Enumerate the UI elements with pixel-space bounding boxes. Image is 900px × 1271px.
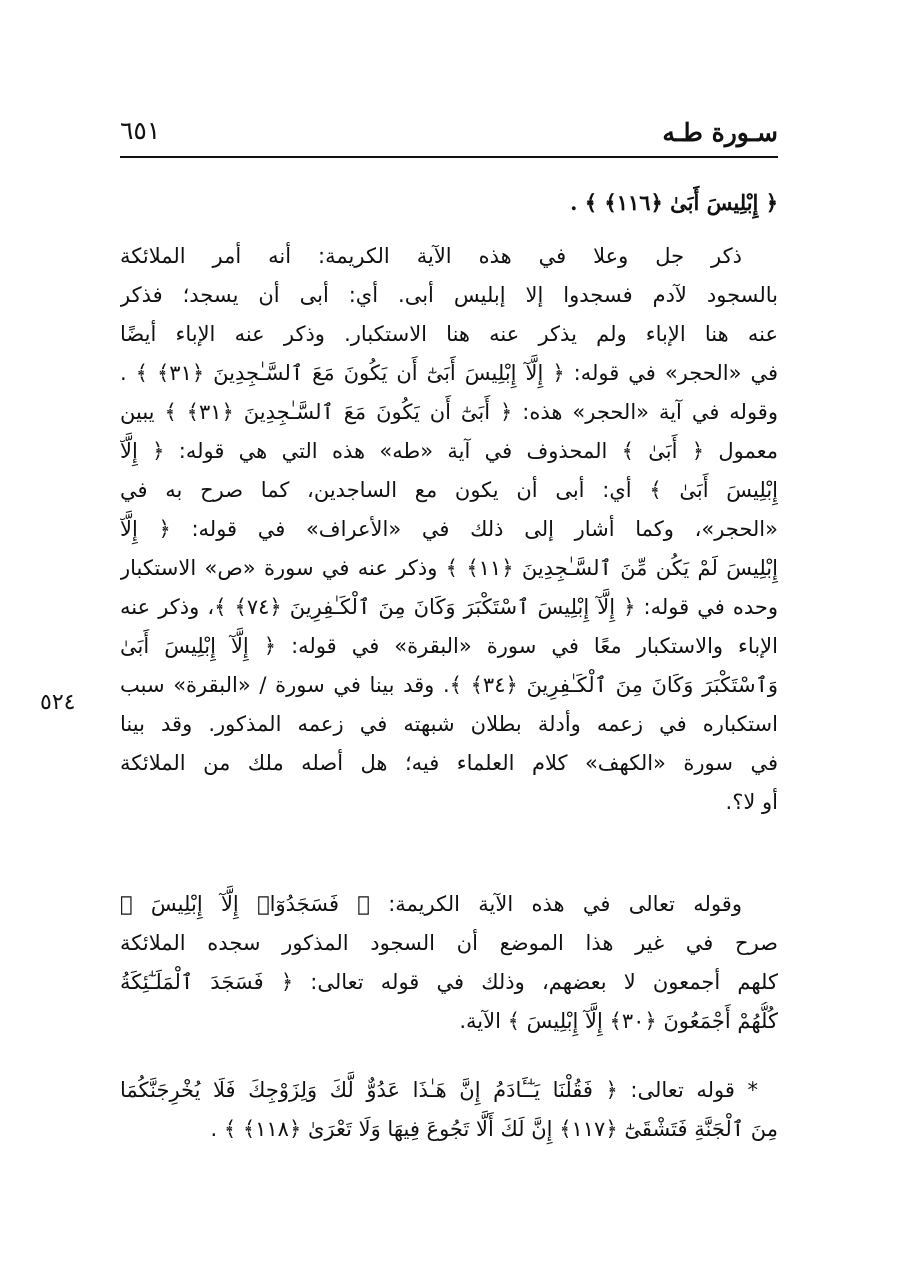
verse-continuation — [120, 183, 778, 222]
page-header — [120, 112, 778, 158]
text-line: الإباء والاستكبار معًا في سورة «البقرة» في قوله: ﴿ إِلَّآ إِبْلِيسَ أَبَىٰ — [120, 634, 778, 658]
text-line: وحده في قوله: ﴿ إِلَّآ إِبْلِيسَ ٱسْتَكْبَرَ وَكَانَ مِنَ ٱلْكَـٰفِرِينَ ﴿٧٤﴾ ﴾، وذكر عنه — [120, 595, 778, 619]
text-line: وقوله في آية «الحجر» هذه: ﴿ أَبَىٰٓ أَن يَكُونَ مَعَ ٱلسَّـٰجِدِينَ ﴿٣١﴾ ﴾ يبين — [120, 400, 778, 424]
margin-page-reference: ٥٢٤ — [40, 690, 76, 715]
text-line: إِبْلِيسَ أَبَىٰ ﴾ أي: أبى أن يكون مع الساجدين، كما صرح به في — [120, 478, 778, 502]
commentary-paragraph — [120, 237, 778, 822]
text-line: عنه هنا الإباء ولم يذكر عنه هنا الاستكبار. وذكر عنه الإباء أيضًا — [120, 322, 778, 346]
commentary-paragraph — [120, 885, 778, 1041]
text-line: في «الحجر» في قوله: ﴿ إِلَّآ إِبْلِيسَ أَبَىٰٓ أَن يَكُونَ مَعَ ٱلسَّـٰجِدِينَ ﴿٣١﴾ ﴾ . — [120, 361, 778, 385]
text-line: وَٱسْتَكْبَرَ وَكَانَ مِنَ ٱلْكَـٰفِرِينَ ﴿٣٤﴾ ﴾. وقد بينا في سورة / «البقرة» سبب — [120, 673, 778, 697]
text-line: أو لا؟. — [725, 790, 778, 814]
text-line: صرح في غير هذا الموضع أن السجود المذكور سجده الملائكة — [120, 931, 778, 955]
text-line: ﴿ إِبْلِيسَ أَبَىٰ ﴿١١٦﴾ ﴾ . — [570, 190, 778, 215]
text-line: كلهم أجمعون لا بعضهم، وذلك في قوله تعالى: ﴿ فَسَجَدَ ٱلْمَلَـٰٓئِكَةُ — [120, 970, 778, 994]
text-line: وقوله تعالى في هذه الآية الكريمة: ﴿ فَسَجَدُوٓا۟ إِلَّآ إِبْلِيسَ ﴾ — [120, 892, 742, 916]
page-number: ٦٥١ — [120, 116, 161, 145]
text-line: معمول ﴿ أَبَىٰ ﴾ المحذوف في آية «طه» هذه التي هي قوله: ﴿ إِلَّآ — [120, 439, 778, 463]
text-line: كُلُّهُمْ أَجْمَعُونَ ﴿٣٠﴾ إِلَّآ إِبْلِيسَ ﴾ الآية. — [459, 1009, 778, 1033]
surah-title: سـورة طـه — [662, 118, 778, 147]
text-line: مِنَ ٱلْجَنَّةِ فَتَشْقَىٰٓ ﴿١١٧﴾ إِنَّ لَكَ أَلَّا تَجُوعَ فِيهَا وَلَا تَعْرَىٰ ﴿١١٨﴾ ﴾ . — [210, 1117, 778, 1141]
verse-paragraph — [120, 1071, 778, 1149]
text-line: إِبْلِيسَ لَمْ يَكُن مِّنَ ٱلسَّـٰجِدِينَ ﴿١١﴾ ﴾ وذكر عنه في سورة «ص» الاستكبار — [120, 556, 778, 580]
text-line: استكباره في زعمه وأدلة بطلان شبهته في زعمه المذكور. وقد بينا — [120, 712, 778, 736]
text-line: «الحجر»، وكما أشار إلى ذلك في «الأعراف» في قوله: ﴿ إِلَّآ — [120, 517, 778, 541]
text-line: في سورة «الكهف» كلام العلماء فيه؛ هل أصله ملك من الملائكة — [120, 751, 778, 775]
text-line: بالسجود لآدم فسجدوا إلا إبليس أبى. أي: أبى أن يسجد؛ فذكر — [120, 283, 778, 307]
text-line: ذكر جل وعلا في هذه الآية الكريمة: أنه أمر الملائكة — [120, 244, 742, 268]
text-line: * قوله تعالى: ﴿ فَقُلْنَا يَـٰٓـَٔادَمُ إِنَّ هَـٰذَا عَدُوٌّ لَّكَ وَلِزَوْجِكَ فَلَا يُخْرِجَنَّكُمَا — [120, 1078, 758, 1102]
